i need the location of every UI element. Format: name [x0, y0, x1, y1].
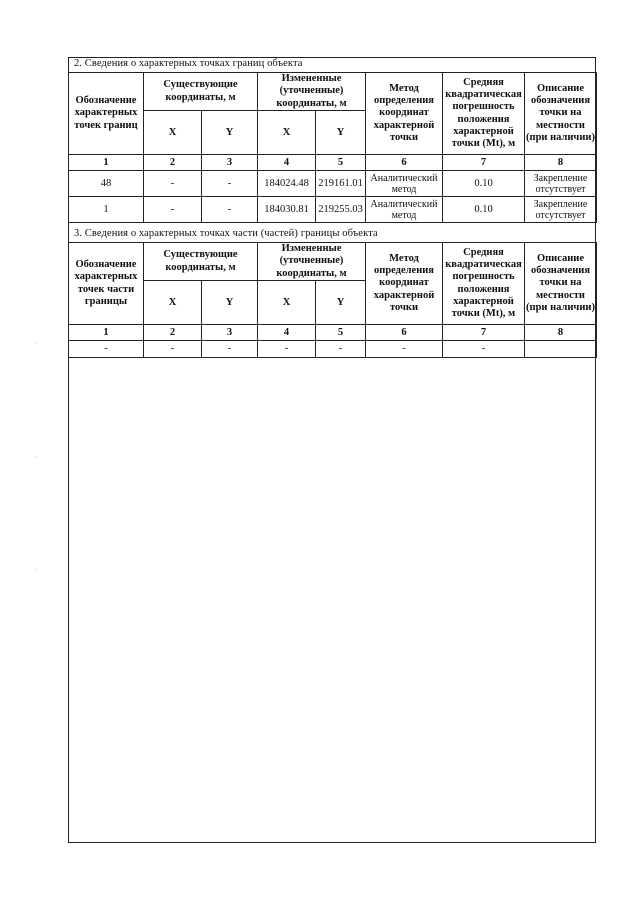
point-number: 48 [69, 171, 144, 197]
header-existing-coords: Существующие координаты, м [144, 243, 258, 281]
header-existing-x: X [144, 111, 202, 155]
column-number: 2 [144, 325, 202, 341]
changed-y: 219161.01 [316, 171, 366, 197]
column-number: 7 [443, 325, 525, 341]
header-changed-coords: Измененные (уточненные) координаты, м [258, 73, 366, 111]
description: Закрепление отсутствует [525, 197, 597, 223]
table-row [69, 197, 597, 223]
header-existing-x: X [144, 281, 202, 325]
column-number: 1 [69, 155, 144, 171]
header-method: Метод определения координат характерной точки [366, 243, 443, 325]
existing-y: - [202, 197, 258, 223]
existing-y: - [202, 171, 258, 197]
table-row [69, 341, 597, 358]
scan-speck: · [34, 338, 37, 348]
changed-x: 184024.48 [258, 171, 316, 197]
column-number: 3 [202, 325, 258, 341]
scan-speck: · [34, 565, 37, 575]
column-number: 4 [258, 325, 316, 341]
column-number: 7 [443, 155, 525, 171]
header-mean-error: Средняя квадратическая погрешность положения характерной точки (Mt), м [443, 73, 525, 155]
table-cell: - [443, 341, 525, 358]
column-number: 1 [69, 325, 144, 341]
boundary-points-table [68, 72, 597, 223]
header-description: Описание обозначения точки на местности (при наличии) [525, 73, 597, 155]
header-mean-error: Средняя квадратическая погрешность положения характерной точки (Mt), м [443, 243, 525, 325]
header-description: Описание обозначения точки на местности (при наличии) [525, 243, 597, 325]
header-existing-y: Y [202, 281, 258, 325]
table-row [69, 171, 597, 197]
table-cell: - [366, 341, 443, 358]
scan-speck: · [34, 452, 37, 462]
mean-error: 0.10 [443, 197, 525, 223]
header-changed-x: X [258, 281, 316, 325]
mean-error: 0.10 [443, 171, 525, 197]
table-cell: - [69, 341, 144, 358]
header-existing-coords: Существующие координаты, м [144, 73, 258, 111]
column-number: 4 [258, 155, 316, 171]
column-number: 5 [316, 155, 366, 171]
column-number: 8 [525, 155, 597, 171]
column-number: 6 [366, 155, 443, 171]
header-method: Метод определения координат характерной точки [366, 73, 443, 155]
section-2-caption: 2. Сведения о характерных точках границ объекта [74, 58, 303, 69]
description: Закрепление отсутствует [525, 171, 597, 197]
existing-x: - [144, 197, 202, 223]
column-number: 6 [366, 325, 443, 341]
column-number: 3 [202, 155, 258, 171]
header-designation: Обозначение характерных точек части границы [69, 243, 144, 325]
method: Аналитический метод [366, 171, 443, 197]
table-cell: - [144, 341, 202, 358]
method: Аналитический метод [366, 197, 443, 223]
header-changed-y: Y [316, 111, 366, 155]
table-cell: - [202, 341, 258, 358]
column-number: 5 [316, 325, 366, 341]
column-number: 2 [144, 155, 202, 171]
table-cell [525, 341, 597, 358]
column-number: 8 [525, 325, 597, 341]
header-changed-coords: Измененные (уточненные) координаты, м [258, 243, 366, 281]
table-cell: - [258, 341, 316, 358]
part-boundary-points-table [68, 242, 597, 358]
header-changed-x: X [258, 111, 316, 155]
table-cell: - [316, 341, 366, 358]
point-number: 1 [69, 197, 144, 223]
header-existing-y: Y [202, 111, 258, 155]
existing-x: - [144, 171, 202, 197]
section-3-caption: 3. Сведения о характерных точках части (частей) границы объекта [74, 228, 378, 239]
changed-y: 219255.03 [316, 197, 366, 223]
changed-x: 184030.81 [258, 197, 316, 223]
header-designation: Обозначение характерных точек границ [69, 73, 144, 155]
header-changed-y: Y [316, 281, 366, 325]
